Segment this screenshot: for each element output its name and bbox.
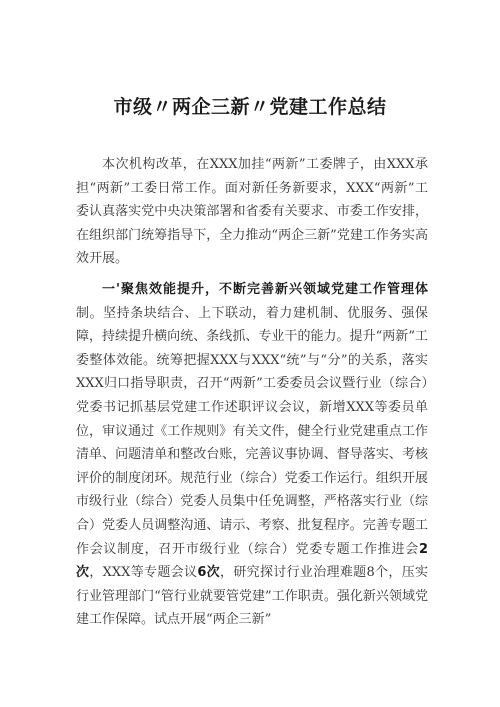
section1-count2: 6次 [197, 565, 220, 581]
section1-heading-tail: 制。 [76, 305, 104, 321]
section1-paragraph [76, 278, 428, 632]
section1-heading: 一'聚焦效能提升，不断完善新兴领域党建工作管理体 [102, 281, 428, 297]
section1-count1: 2次 [76, 541, 428, 581]
section1-text-a: 坚持条块结合、上下联动，着力建机制、优服务、强保障，持续提升横向统、条线抓、专业干的能力。提升“两新”工委整体效能。统筹把握XXX与XXX“统”与“分”的关系，落实XXX归口指导职责，召开“两新”工委委员会议暨行业（综合）党委书记抓基层党建工作述职评议会议，新增XXX等委员单位，审议通过《工作规则》有关文件，健全行业党建重点工作清单、问题清单和整改台账，完善议事协调、督导落实、考核评价的制度闭环。规范行业（综合）党委工作运行。组织开展市级行业（综合）党委人员集中任免调整，严格落实行业（综合）党委人员调整沟通、请示、考察、批复程序。完善专题工作会议制度，召开市级行业（综合）党委专题工作推进会 [76, 305, 428, 557]
section1-text-b: ，XXX等专题会议 [89, 565, 198, 581]
section1-text-c: ，研究探讨行业治理难题8个，压实行业管理部门“管行业就要管党建”工作职责。强化新兴领域党建工作保障。试点开展“两企三新” [76, 565, 429, 628]
document-title: 市级〃两企三新〃党建工作总结 [113, 96, 387, 118]
intro-paragraph: 本次机构改革，在XXX加挂“两新”工委牌子，由XXX承担“两新”工委日常工作。面对新任务新要求，XXX“两新”工委认真落实党中央决策部署和省委有关要求、市委工作安排，在组织部门统筹指导下，全力推动“两企三新”党建工作务实高效开展。 [76, 157, 428, 267]
document-body [76, 153, 428, 632]
